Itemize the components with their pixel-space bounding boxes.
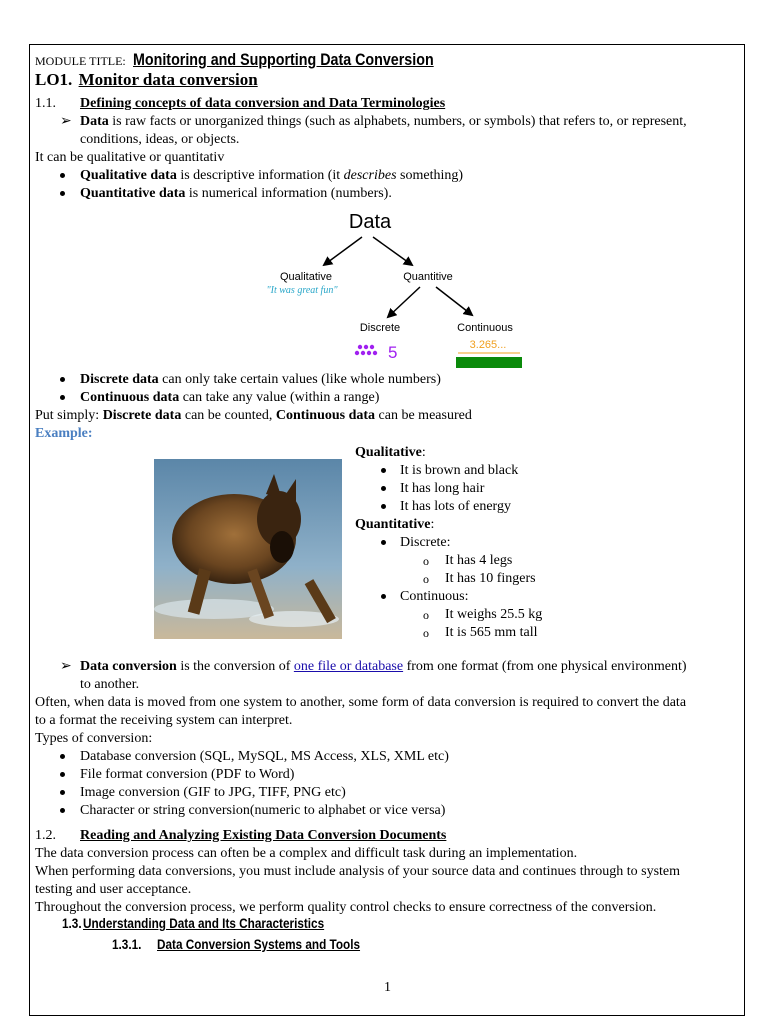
qualitative-head-text: Qualitative — [355, 445, 422, 460]
colon: : — [421, 445, 426, 460]
example-discrete-item: It has 4 legs — [445, 553, 513, 568]
example-discrete-head: Discrete: — [400, 535, 451, 550]
example-qual-item: It has lots of energy — [400, 499, 511, 514]
section-1-1-heading — [35, 95, 56, 113]
often-line: to a format the receiving system can interpret. — [35, 713, 293, 728]
discrete-item — [80, 371, 441, 389]
arrow-icon — [373, 237, 412, 265]
data-definition-cont: conditions, ideas, or objects. — [80, 132, 240, 147]
quantitative-item — [80, 185, 392, 203]
often-line: Often, when data is moved from one system to another, some form of data conversion is required to convert the data — [35, 695, 687, 710]
bullet-icon — [381, 486, 386, 491]
arrow-icon — [436, 287, 472, 315]
put-simply-post: can be measured — [375, 408, 472, 423]
continuous-term: Continuous data — [80, 390, 180, 405]
put-simply — [35, 407, 472, 425]
dog-photo — [154, 459, 342, 639]
diagram-quantitive: Quantitive — [403, 271, 453, 283]
bullet-icon — [381, 540, 386, 545]
type-item: Image conversion (GIF to JPG, TIFF, PNG etc) — [80, 785, 346, 800]
qualitative-item — [80, 167, 463, 185]
section-1-3-1-num: 1.3.1. — [112, 936, 142, 952]
example-qual-item: It is brown and black — [400, 463, 519, 478]
section-1-1-title — [80, 95, 445, 113]
section-1-3-1-heading — [112, 935, 399, 955]
discrete-term: Discrete data — [80, 372, 159, 387]
bullet-icon — [60, 772, 65, 777]
bullet-icon — [381, 594, 386, 599]
qual-quant-intro: It can be qualitative or quantitativ — [35, 150, 225, 165]
diagram-quote: "It was great fun" — [266, 285, 338, 296]
diagram-qualitative: Qualitative — [280, 271, 332, 283]
continuous-item — [80, 389, 379, 407]
dots-icon — [355, 345, 377, 355]
section-1-3-title: Understanding Data and Its Characteristics — [83, 915, 325, 931]
bullet-icon — [60, 377, 65, 382]
file-database-link[interactable]: one file or database — [293, 659, 404, 674]
example-continuous-item: It is 565 mm tall — [445, 625, 538, 640]
conversion-cont: to another. — [80, 677, 140, 692]
diagram-continuous: Continuous — [457, 322, 513, 334]
section-1-2-text: testing and user acceptance. — [35, 882, 192, 897]
conversion-term: Data conversion — [80, 659, 177, 674]
section-1-1-num: 1.1. — [35, 96, 56, 111]
conversion-text-end: from one format (from one physical environment) — [403, 659, 687, 674]
diagram-root: Data — [348, 211, 392, 233]
lo1-num: LO1. — [35, 70, 73, 89]
section-1-2-text: The data conversion process can often be a complex and difficult task during an implementation. — [35, 846, 578, 861]
section-1-2-title: Reading and Analyzing Existing Data Conversion Documents — [80, 828, 447, 843]
section-1-3-heading — [62, 914, 370, 934]
qualitative-term: Qualitative data — [80, 168, 177, 183]
example-quantitative-head — [355, 516, 434, 534]
example-continuous-item: It weighs 25.5 kg — [445, 607, 543, 622]
section-1-3-1-title: Data Conversion Systems and Tools — [157, 936, 361, 952]
sub-bullet-icon: o — [423, 554, 429, 568]
conversion-definition — [80, 658, 687, 676]
sub-bullet-icon: o — [423, 626, 429, 640]
put-simply-mid: can be counted, — [181, 408, 276, 423]
bullet-icon — [60, 808, 65, 813]
module-title: Monitoring and Supporting Data Conversion — [133, 50, 434, 69]
data-term: Data — [80, 114, 109, 129]
quantitative-text: is numerical information (numbers). — [185, 186, 392, 201]
bullet-icon — [381, 468, 386, 473]
module-label: MODULE TITLE: — [35, 54, 126, 68]
put-simply-continuous: Continuous data — [275, 408, 376, 423]
arrow-bullet-icon: ➢ — [60, 659, 72, 674]
types-label: Types of conversion: — [35, 731, 153, 746]
discrete-text: can only take certain values (like whole numbers) — [158, 372, 441, 387]
data-definition-text: is raw facts or unorganized things (such as alphabets, numbers, or symbols) that refers to, or represent, — [108, 114, 687, 129]
lo1-title: Monitor data conversion — [78, 70, 258, 89]
quantitative-term: Quantitative data — [80, 186, 186, 201]
diagram-discrete: Discrete — [359, 322, 401, 334]
example-label: Example: — [35, 426, 93, 441]
arrow-icon — [388, 287, 420, 317]
bullet-icon — [381, 504, 386, 509]
diagram-continuous-value: 3.265... — [469, 339, 507, 351]
example-continuous-head: Continuous: — [400, 589, 469, 604]
section-1-2-text: Throughout the conversion process, we perform quality control checks to ensure correctness of the conversion. — [35, 900, 657, 915]
section-1-2-num: 1.2. — [35, 828, 56, 843]
bullet-icon — [60, 191, 65, 196]
example-discrete-item: It has 10 fingers — [445, 571, 536, 586]
type-item: Character or string conversion(numeric to alphabet or vice versa) — [80, 803, 446, 818]
bullet-icon — [60, 395, 65, 400]
sub-bullet-icon: o — [423, 572, 429, 586]
example-qual-item: It has long hair — [400, 481, 485, 496]
sub-bullet-icon: o — [423, 608, 429, 622]
quantitative-head-text: Quantitative — [355, 517, 431, 532]
diagram-discrete-value: 5 — [388, 343, 398, 362]
qualitative-text-end: something) — [396, 168, 464, 183]
colon: : — [430, 517, 435, 532]
section-1-3-num: 1.3. — [62, 915, 82, 931]
put-simply-pre: Put simply: — [35, 408, 103, 423]
module-title-line — [35, 51, 491, 71]
conversion-text: is the conversion of — [176, 659, 294, 674]
data-definition — [80, 113, 687, 131]
page-number: 1 — [384, 980, 391, 995]
put-simply-discrete: Discrete data — [102, 408, 182, 423]
lo1-heading — [35, 71, 258, 89]
data-types-diagram — [240, 205, 540, 375]
qualitative-text: is descriptive information (it — [176, 168, 344, 183]
section-1-2-text: When performing data conversions, you must include analysis of your source data and continues through to system — [35, 864, 681, 879]
bullet-icon — [60, 173, 65, 178]
type-item: File format conversion (PDF to Word) — [80, 767, 295, 782]
continuous-text: can take any value (within a range) — [179, 390, 380, 405]
continuous-bar — [456, 357, 522, 368]
qualitative-emphasis: describes — [343, 168, 397, 183]
arrow-icon — [324, 237, 362, 265]
type-item: Database conversion (SQL, MySQL, MS Access, XLS, XML etc) — [80, 749, 449, 764]
bullet-icon — [60, 790, 65, 795]
example-qualitative-head — [355, 444, 426, 462]
bullet-icon — [60, 754, 65, 759]
section-1-1-title-text: Defining concepts of data conversion and Data Terminologies — [80, 96, 446, 111]
arrow-bullet-icon: ➢ — [60, 114, 72, 129]
